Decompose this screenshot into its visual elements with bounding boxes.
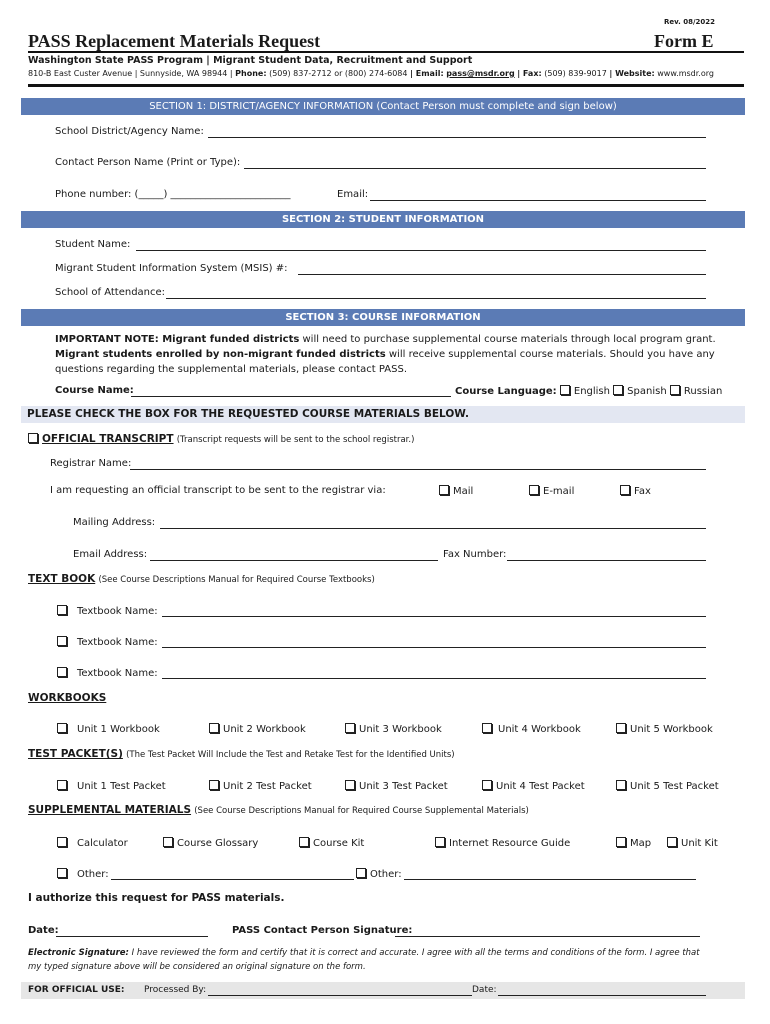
email-checkbox[interactable]: [529, 485, 539, 495]
authorize-text: I authorize this request for PASS materials.: [28, 892, 285, 904]
unit-kit-checkbox[interactable]: [667, 837, 677, 847]
textbook-note: (See Course Descriptions Manual for Required Course Textbooks): [98, 575, 375, 585]
email-label: | Email:: [410, 69, 444, 78]
other-2-field[interactable]: [404, 879, 696, 880]
esig-text1: I have reviewed the form and certify that it is correct and accurate. I agree with all the terms and conditions of the form. I agree that: [128, 948, 700, 958]
textbook-field-1[interactable]: [162, 616, 706, 617]
registrar-field[interactable]: [130, 469, 706, 470]
other-1-field[interactable]: [111, 879, 354, 880]
workbook-2-checkbox[interactable]: [209, 723, 219, 733]
official-use-bar: [21, 982, 745, 999]
test-packets-title: TEST PACKET(S): [28, 748, 123, 760]
email-option-label: E-mail: [543, 486, 575, 497]
test-packet-1-label: Unit 1 Test Packet: [77, 781, 166, 792]
section1-title: SECTION 1: DISTRICT/AGENCY INFORMATION: [149, 101, 374, 112]
internet-guide-checkbox[interactable]: [435, 837, 445, 847]
workbook-2-label: Unit 2 Workbook: [223, 724, 306, 735]
section2-title: SECTION 2: STUDENT INFORMATION: [281, 214, 485, 225]
phone-value: (509) 837-2712 or (800) 274-6084: [269, 69, 408, 78]
revision-date: Rev. 08/2022: [664, 18, 716, 26]
fax-number-field[interactable]: [507, 560, 706, 561]
via-mail: [439, 485, 473, 497]
test-packet-4: [482, 780, 585, 792]
workbook-4: [482, 723, 581, 735]
via-email: [529, 485, 574, 497]
msis-label: Migrant Student Information System (MSIS) #:: [55, 263, 288, 274]
contact-field[interactable]: [244, 168, 706, 169]
workbook-1: [57, 723, 160, 735]
district-field[interactable]: [208, 137, 706, 138]
glossary-label: Course Glossary: [177, 838, 259, 849]
spanish-checkbox[interactable]: [613, 385, 623, 395]
mailing-field[interactable]: [160, 528, 706, 529]
esig-bold: Electronic Signature:: [28, 948, 129, 958]
student-field[interactable]: [136, 250, 706, 251]
mail-checkbox[interactable]: [439, 485, 449, 495]
russian-label: Russian: [683, 386, 723, 397]
note-bold1: IMPORTANT NOTE: Migrant funded districts: [55, 334, 300, 345]
website-value[interactable]: www.msdr.org: [657, 69, 714, 78]
map-label: Map: [630, 838, 652, 849]
test-packet-5-checkbox[interactable]: [616, 780, 626, 790]
section1-bar: [21, 98, 745, 115]
course-name-label: Course Name:: [55, 385, 134, 396]
school-label: School of Attendance:: [55, 287, 166, 298]
workbook-1-checkbox[interactable]: [57, 723, 67, 733]
note-text2: will receive supplemental course materials. Should you have any: [385, 349, 715, 360]
test-packet-2: [209, 780, 312, 792]
address-text: 810-B East Custer Avenue | Sunnyside, WA 98944 |: [28, 69, 233, 78]
contact-line: [28, 69, 714, 78]
textbook-row-2: [57, 636, 158, 648]
email-link[interactable]: pass@msdr.org: [446, 69, 515, 78]
textbook-row-1: [57, 605, 158, 617]
district-label: School District/Agency Name:: [55, 126, 204, 137]
via-label: I am requesting an official transcript to be sent to the registrar via:: [50, 485, 386, 496]
processed-by-field[interactable]: [208, 995, 472, 996]
workbook-4-checkbox[interactable]: [482, 723, 492, 733]
supp-glossary: [163, 837, 258, 849]
map-checkbox[interactable]: [616, 837, 626, 847]
contact-label: Contact Person Name (Print or Type):: [55, 157, 241, 168]
course-language-label: Course Language:: [455, 386, 557, 397]
header-rule: [28, 51, 744, 53]
fax-number-label: Fax Number:: [443, 549, 507, 560]
supplemental-title: SUPPLEMENTAL MATERIALS: [28, 804, 192, 816]
test-packet-5: [616, 780, 719, 792]
signature-field[interactable]: [395, 936, 700, 937]
email-address-field[interactable]: [150, 560, 438, 561]
glossary-checkbox[interactable]: [163, 837, 173, 847]
test-packet-3-label: Unit 3 Test Packet: [359, 781, 448, 792]
calculator-label: Calculator: [77, 838, 128, 849]
course-language-group: [455, 385, 722, 397]
workbook-3: [345, 723, 442, 735]
workbook-5-label: Unit 5 Workbook: [630, 724, 713, 735]
test-packet-2-label: Unit 2 Test Packet: [223, 781, 312, 792]
fax-option-label: Fax: [634, 486, 651, 497]
other-1-label: Other:: [77, 869, 109, 880]
transcript-note: (Transcript requests will be sent to the school registrar.): [176, 435, 415, 445]
student-label: Student Name:: [55, 239, 131, 250]
email-label-field: Email:: [337, 189, 369, 200]
english-label: English: [573, 386, 610, 397]
supp-unit-kit: [667, 837, 718, 849]
official-date-field[interactable]: [498, 995, 706, 996]
note-bold2: Migrant students enrolled by non-migrant funded districts: [55, 349, 386, 360]
signature-label: PASS Contact Person Signature:: [232, 925, 413, 936]
transcript-heading: [28, 433, 414, 445]
email-address-label: Email Address:: [73, 549, 148, 560]
internet-guide-label: Internet Resource Guide: [449, 838, 571, 849]
org-line: Washington State PASS Program | Migrant Student Data, Recruitment and Support: [28, 55, 473, 66]
russian-checkbox[interactable]: [670, 385, 680, 395]
other-2-checkbox[interactable]: [356, 868, 366, 878]
textbook-checkbox-1[interactable]: [57, 605, 67, 615]
test-packet-4-label: Unit 4 Test Packet: [496, 781, 585, 792]
workbook-5-checkbox[interactable]: [616, 723, 626, 733]
esig-line1: [28, 948, 700, 958]
workbook-4-label: Unit 4 Workbook: [498, 724, 581, 735]
mailing-label: Mailing Address:: [73, 517, 156, 528]
textbook-title: TEXT BOOK: [28, 573, 96, 585]
test-packet-3-checkbox[interactable]: [345, 780, 355, 790]
email-field[interactable]: [370, 200, 706, 201]
workbook-5: [616, 723, 713, 735]
test-packets-heading: [28, 748, 455, 760]
test-packet-1-checkbox[interactable]: [57, 780, 67, 790]
course-name-field[interactable]: [131, 396, 451, 397]
workbook-3-label: Unit 3 Workbook: [359, 724, 442, 735]
supp-map: [616, 837, 651, 849]
textbook-label-3: Textbook Name:: [77, 668, 158, 679]
note-text1: will need to purchase supplemental course materials through local program grant.: [299, 334, 716, 345]
textbook-heading: [28, 573, 375, 585]
workbook-1-label: Unit 1 Workbook: [77, 724, 160, 735]
mail-label: Mail: [453, 486, 474, 497]
test-packet-5-label: Unit 5 Test Packet: [630, 781, 719, 792]
note-line2: [55, 349, 715, 360]
english-checkbox[interactable]: [560, 385, 570, 395]
supp-other-2: [356, 868, 402, 880]
unit-kit-label: Unit Kit: [681, 838, 718, 849]
spanish-label: Spanish: [627, 386, 667, 397]
test-packet-3: [345, 780, 448, 792]
date-field[interactable]: [56, 936, 208, 937]
form-id: Form E: [654, 31, 714, 51]
fax-label: | Fax:: [517, 69, 542, 78]
section2-bar: [21, 211, 745, 228]
supp-course-kit: [299, 837, 364, 849]
esig-line2: my typed signature above will be considered an original signature on the form.: [28, 962, 366, 972]
official-date-label: Date:: [472, 985, 497, 995]
header-rule-thick: [28, 84, 744, 87]
textbook-checkbox-2[interactable]: [57, 636, 67, 646]
section3-title: SECTION 3: COURSE INFORMATION: [285, 312, 481, 323]
phone-label-field: Phone number: (_____) ________________________: [55, 189, 291, 200]
workbook-3-checkbox[interactable]: [345, 723, 355, 733]
supp-internet-guide: [435, 837, 570, 849]
transcript-checkbox[interactable]: [28, 433, 38, 443]
note-line3: questions regarding the supplemental materials, please contact PASS.: [55, 364, 407, 375]
test-packet-4-checkbox[interactable]: [482, 780, 492, 790]
supplemental-note: (See Course Descriptions Manual for Required Course Supplemental Materials): [194, 806, 529, 816]
other-2-label: Other:: [370, 869, 402, 880]
supp-calculator: [57, 837, 128, 849]
textbook-field-2[interactable]: [162, 647, 706, 648]
supplemental-heading: [28, 804, 529, 816]
textbook-field-3[interactable]: [162, 678, 706, 679]
form-title: PASS Replacement Materials Request: [28, 31, 321, 51]
fax-value: (509) 839-9017: [544, 69, 607, 78]
check-header: PLEASE CHECK THE BOX FOR THE REQUESTED COURSE MATERIALS BELOW.: [21, 406, 745, 423]
course-kit-label: Course Kit: [313, 838, 365, 849]
via-fax: [620, 485, 651, 497]
phone-label: Phone:: [235, 69, 267, 78]
fax-checkbox[interactable]: [620, 485, 630, 495]
calculator-checkbox[interactable]: [57, 837, 67, 847]
test-packets-note: (The Test Packet Will Include the Test and Retake Test for the Identified Units): [126, 750, 455, 760]
other-1-checkbox[interactable]: [57, 868, 67, 878]
textbook-label-1: Textbook Name:: [77, 606, 158, 617]
registrar-label: Registrar Name:: [50, 458, 132, 469]
section1-note: (Contact Person must complete and sign below): [376, 101, 617, 112]
test-packet-1: [57, 780, 166, 792]
processed-by-label: Processed By:: [144, 985, 207, 995]
course-kit-checkbox[interactable]: [299, 837, 309, 847]
textbook-checkbox-3[interactable]: [57, 667, 67, 677]
workbook-2: [209, 723, 306, 735]
supp-other-1: [57, 868, 109, 880]
workbooks-title: WORKBOOKS: [28, 692, 107, 704]
transcript-title: OFFICIAL TRANSCRIPT: [42, 433, 174, 445]
msis-field[interactable]: [298, 274, 706, 275]
section3-bar: [21, 309, 745, 326]
official-use-label: FOR OFFICIAL USE:: [28, 985, 125, 995]
textbook-label-2: Textbook Name:: [77, 637, 158, 648]
note-line1: [55, 334, 716, 345]
school-field[interactable]: [166, 298, 706, 299]
test-packet-2-checkbox[interactable]: [209, 780, 219, 790]
date-label: Date:: [28, 925, 59, 936]
website-label: | Website:: [609, 69, 655, 78]
textbook-row-3: [57, 667, 158, 679]
